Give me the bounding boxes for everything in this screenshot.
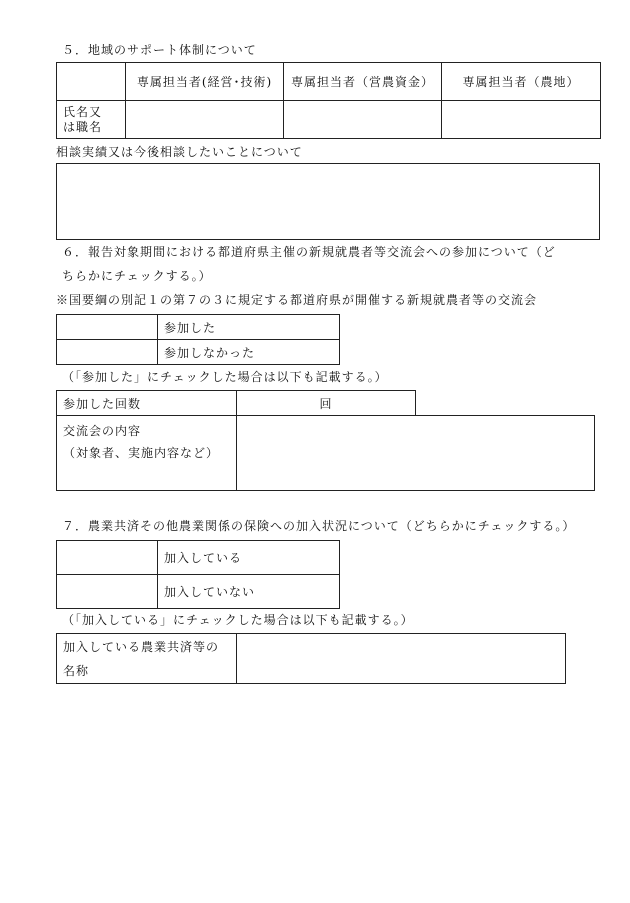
enrolled-option-label: 加入している bbox=[158, 541, 340, 575]
header-management-tech: 専属担当者(経営･技術) bbox=[126, 63, 284, 101]
insurance-choice-table bbox=[56, 540, 340, 609]
not-enrolled-checkbox[interactable] bbox=[57, 575, 158, 609]
exchange-content-label-line1: 交流会の内容 bbox=[63, 424, 142, 438]
name-title-label bbox=[57, 101, 126, 139]
section6-heading-line1: ６．報告対象期間における都道府県主催の新規就農者等交流会への参加について（ど bbox=[62, 245, 556, 259]
section5-heading: ５．地域のサポート体制について bbox=[62, 43, 257, 57]
exchange-content-field[interactable] bbox=[237, 416, 595, 491]
participation-choice-table bbox=[56, 314, 340, 365]
exchange-content-label bbox=[57, 416, 237, 491]
not-participated-checkbox[interactable] bbox=[57, 340, 158, 365]
if-enrolled-note: （「加入している」にチェックした場合は以下も記載する。） bbox=[62, 613, 414, 627]
participation-count-table bbox=[56, 390, 416, 416]
section6-note: ※国要綱の別記１の第７の３に規定する都道府県が開催する新規就農者等の交流会 bbox=[56, 293, 538, 307]
insurance-name-label-line2: 名称 bbox=[63, 663, 90, 678]
consult-label: 相談実績又は今後相談したいことについて bbox=[56, 145, 303, 159]
name-field-farmland[interactable] bbox=[442, 101, 601, 139]
consult-textarea[interactable] bbox=[56, 163, 600, 240]
insurance-name-table bbox=[56, 633, 566, 684]
section7-heading: ７．農業共済その他農業関係の保険への加入状況について（どちらかにチェックする。） bbox=[62, 519, 576, 533]
header-farm-finance: 専属担当者（営農資金） bbox=[284, 63, 442, 101]
not-enrolled-option-label: 加入していない bbox=[158, 575, 340, 609]
name-title-label-line2: は職名 bbox=[63, 119, 103, 134]
insurance-name-field[interactable] bbox=[237, 634, 566, 684]
section6-heading-line2: ちらかにチェックする。） bbox=[62, 269, 212, 283]
name-field-farm-finance[interactable] bbox=[284, 101, 442, 139]
participated-option-label: 参加した bbox=[158, 315, 340, 340]
if-participated-note: （「参加した」にチェックした場合は以下も記載する。） bbox=[62, 370, 388, 384]
header-farmland: 専属担当者（農地） bbox=[442, 63, 601, 101]
not-participated-option-label: 参加しなかった bbox=[158, 340, 340, 365]
exchange-content-label-line2: （対象者、実施内容など） bbox=[63, 446, 220, 460]
count-unit: 回 bbox=[319, 396, 333, 411]
exchange-content-table bbox=[56, 415, 595, 491]
participated-checkbox[interactable] bbox=[57, 315, 158, 340]
participation-count-field[interactable] bbox=[237, 391, 416, 416]
name-title-label-line1: 氏名又 bbox=[63, 104, 103, 119]
name-field-management-tech[interactable] bbox=[126, 101, 284, 139]
enrolled-checkbox[interactable] bbox=[57, 541, 158, 575]
participation-count-label: 参加した回数 bbox=[57, 391, 237, 416]
insurance-name-label-line1: 加入している農業共済等の bbox=[63, 639, 220, 654]
support-table-corner bbox=[57, 63, 126, 101]
support-staff-table bbox=[56, 62, 601, 139]
insurance-name-label bbox=[57, 634, 237, 684]
